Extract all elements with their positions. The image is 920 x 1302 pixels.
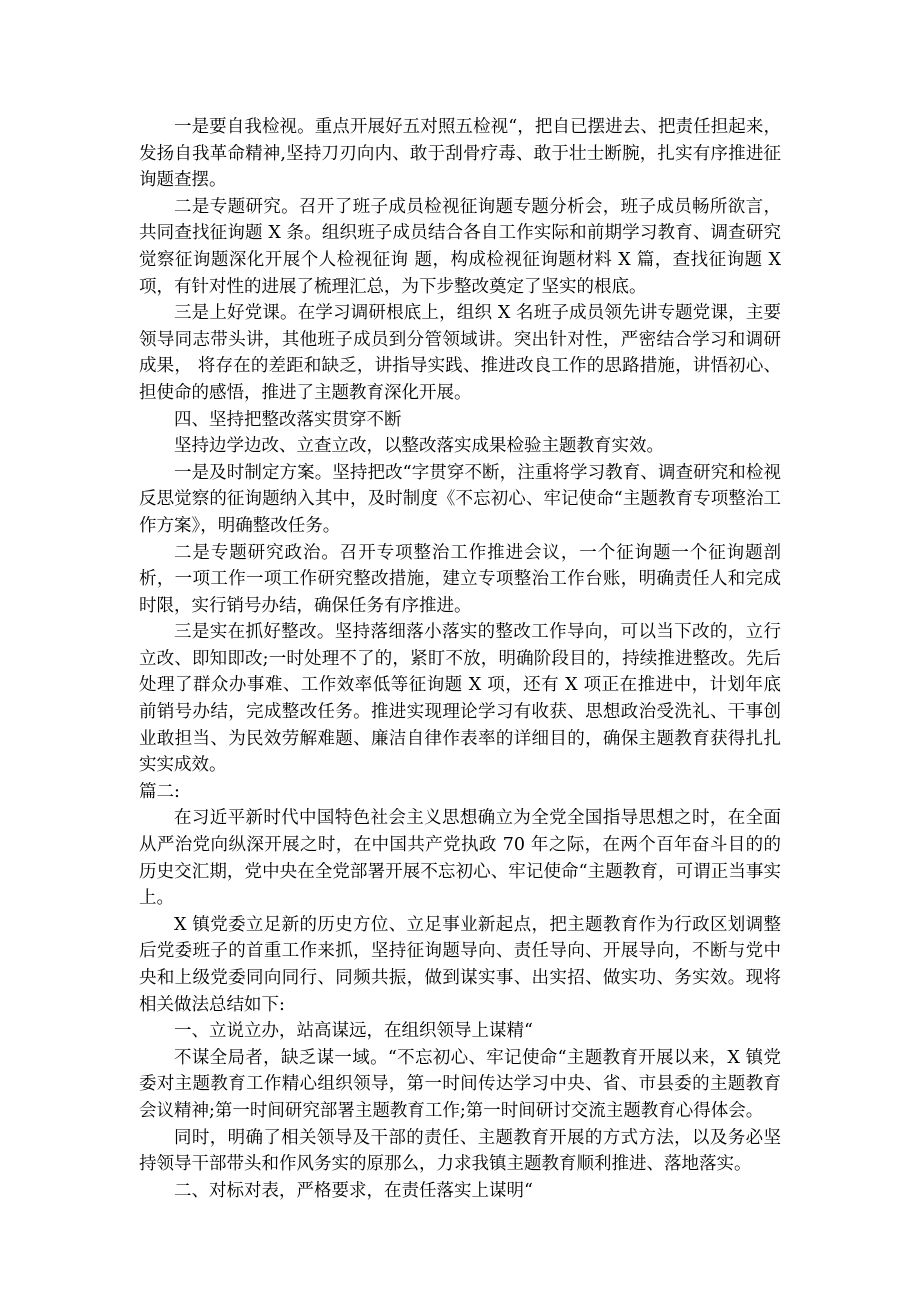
- paragraph-special-politics: 二是专题研究政治。召开专项整治工作推进会议，一个征询题一个征询题剖析，一项工作一项工作研究整改措施，建立专项整治工作台账，明确责任人和完成时限，实行销号办结，确保任务有序推进。: [139, 542, 781, 616]
- paragraph-party-lecture: 三是上好党课。在学习调研根底上，组织 X 名班子成员领先讲专题党课，主要领导同志带头讲，其他班子成员到分管领域讲。突出针对性，严密结合学习和调研成果， 将存在的差距和缺乏，讲指导实践、推进改良工作的思路措施，讲悟初心、担使命的感悟，推进了主题教育深化开展。: [139, 303, 781, 403]
- paragraph-rectification-intro: 坚持边学边改、立查立改，以整改落实成果检验主题教育实效。: [174, 436, 664, 457]
- section-heading-organization: 一、立说立办，站高谋远，在组织领导上谋精“: [174, 1021, 533, 1042]
- paragraph-self-inspection: 一是要自我检视。重点开展好五对照五检视“，把自已摆进去、把责任担起来，发扬自我革命精神,坚持刀刃向内、敢于刮骨疗毒、敢于壮士断腕，扎实有序推进征询题查摆。: [139, 117, 781, 191]
- paragraph-town-committee: X 镇党委立足新的历史方位、立足事业新起点，把主题教育作为行政区划调整后党委班子的首重工作来抓，坚持征询题导向、责任导向、开展导向，不断与党中央和上级党委同向同行、同频共振，做到谋实事、出实招、做实功、务实效。现将相关做法总结如下:: [139, 914, 781, 1015]
- paragraph-special-research: 二是专题研究。召开了班子成员检视征询题专题分析会，班子成员畅所欲言，共同查找征询题 X 条。组织班子成员结合各自工作实际和前期学习教育、调查研究觉察征询题深化开展个人检视征询 题，构成检视征询题材料 X 篇，查找征询题 X 项，有针对性的进展了梳理汇总，为下步整改奠定了坚实的根底。: [139, 196, 781, 297]
- document-page: [139, 114, 781, 1204]
- paragraph-practical-rectification: 三是实在抓好整改。坚持落细落小落实的整改工作导向，可以当下改的，立行立改、即知即改;一时处理不了的，紧盯不放，明确阶段目的，持续推进整改。先后处理了群众办事难、工作效率低等征询题 X 项，还有 X 项正在推进中，计划年底前销号办结，完成整改任务。推进实现理论学习有收获、思想政治受洗礼、干事创业敢担当、为民效劳解难题、廉洁自律作表率的详细目的，确保主题教育获得扎扎实实成效。: [139, 622, 781, 776]
- paragraph-background: 在习近平新时代中国特色社会主义思想确立为全党全国指导思想之时，在全面从严治党向纵深开展之时，在中国共产党执政 70 年之际，在两个百年奋斗目的的历史交汇期，党中央在全党部署开展不忘初心、牢记使命“主题教育，可谓正当事实上。: [139, 808, 781, 909]
- article-two-heading: 篇二:: [139, 781, 180, 802]
- paragraph-responsibilities: 同时，明确了相关领导及干部的责任、主题教育开展的方式方法，以及务必坚持领导干部带头和作风务实的原那么，力求我镇主题教育顺利推进、落地落实。: [139, 1127, 781, 1175]
- section-heading-rectification: 四、坚持把整改落实贯穿不断: [174, 409, 402, 430]
- section-heading-benchmarking: 二、对标对表，严格要求，在责任落实上谋明“: [174, 1180, 533, 1201]
- paragraph-overall-planning: 不谋全局者，缺乏谋一域。“不忘初心、牢记使命“主题教育开展以来，X 镇党委对主题教育工作精心组织领导，第一时间传达学习中央、省、市县委的主题教育会议精神;第一时间研究部署主题教育工作;第一时间研讨交流主题教育心得体会。: [139, 1047, 781, 1121]
- paragraph-timely-plan: 一是及时制定方案。坚持把改“字贯穿不断，注重将学习教育、调查研究和检视反思觉察的征询题纳入其中，及时制度《不忘初心、牢记使命“主题教育专项整治工作方案》，明确整改任务。: [139, 462, 781, 536]
